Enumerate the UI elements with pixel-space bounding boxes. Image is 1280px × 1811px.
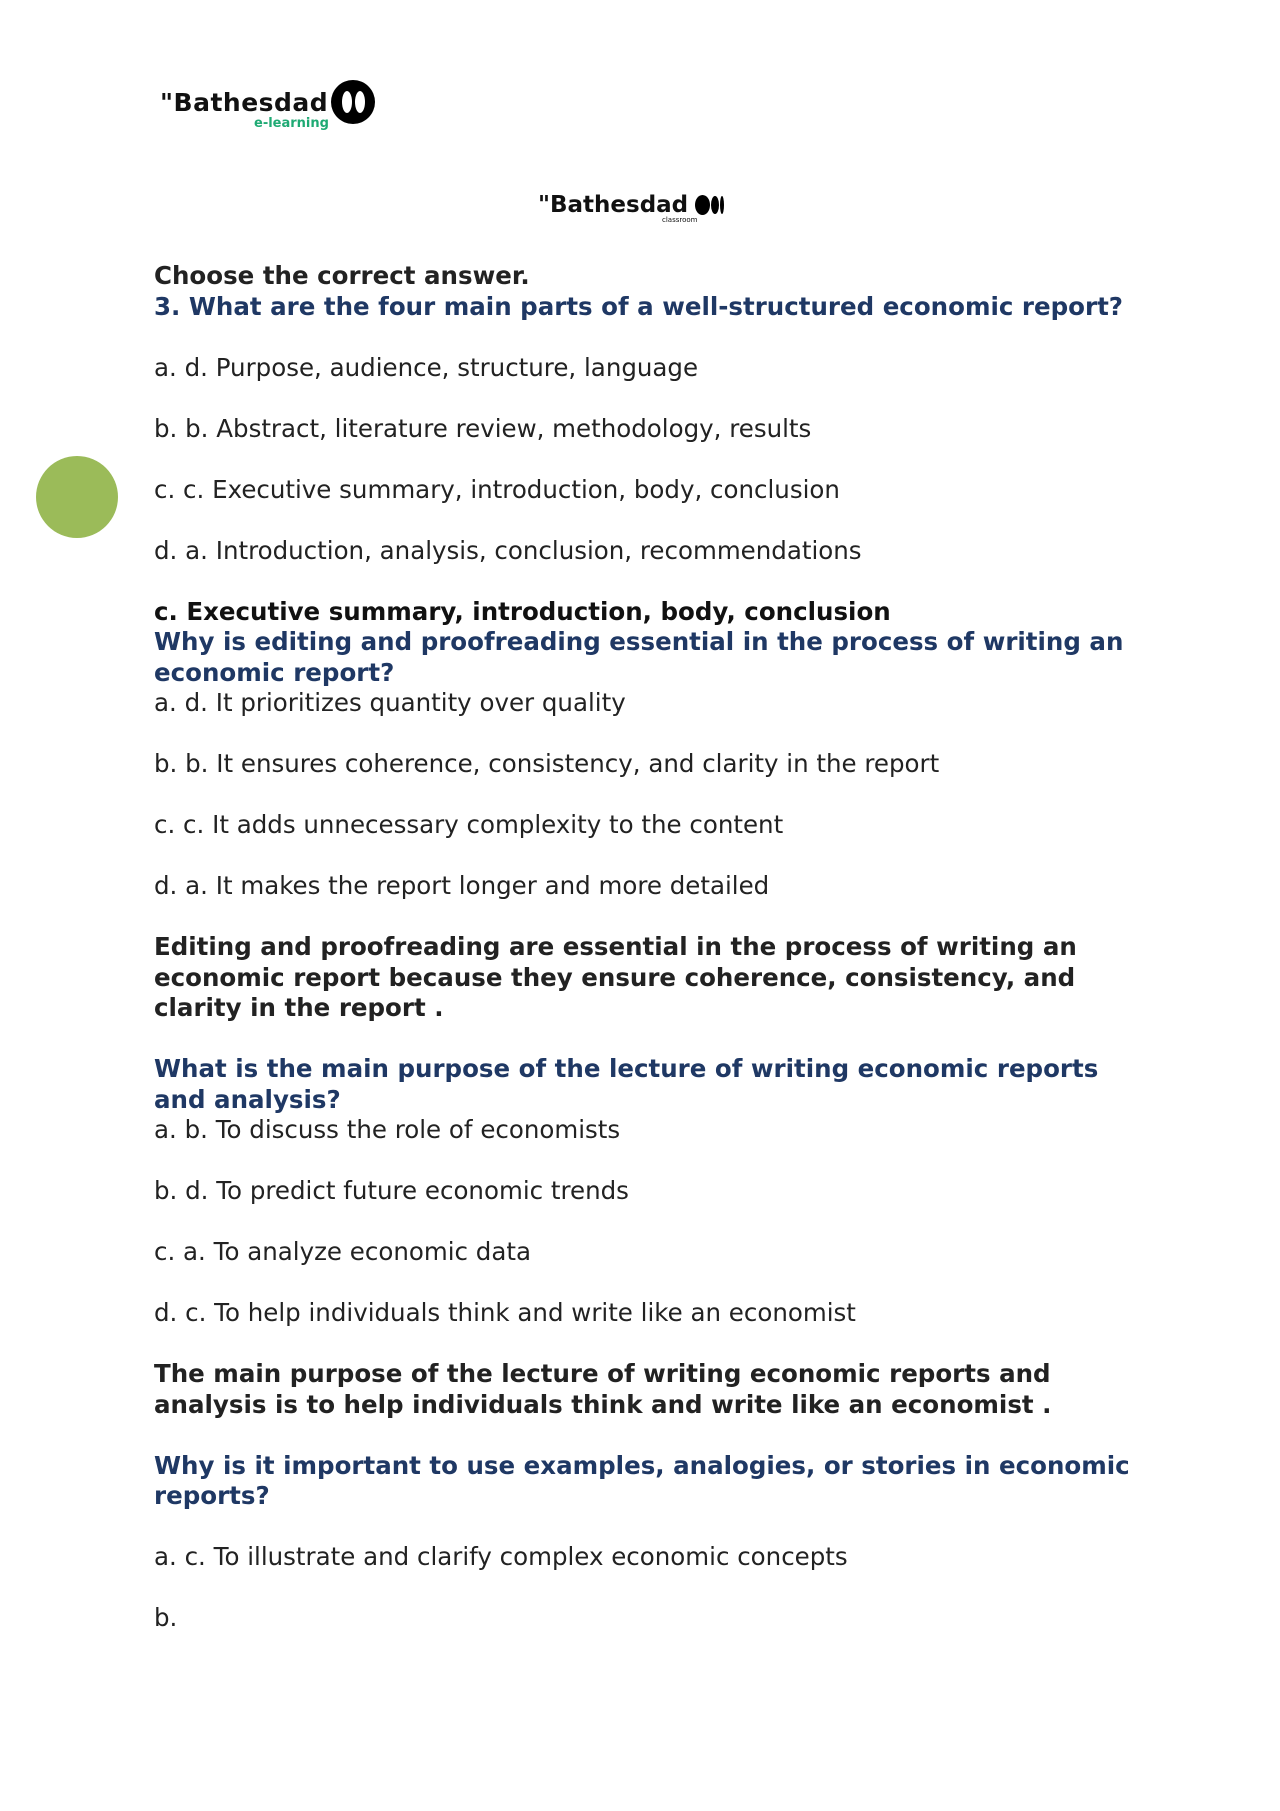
q3-answer: The main purpose of the lecture of writing economic reports and analysis is to help individuals think and write like an economist . (154, 1359, 1052, 1419)
q2-option-d[interactable]: d. a. It makes the report longer and more detailed (154, 871, 770, 900)
q4-option-b[interactable]: b. (154, 1603, 178, 1632)
q1-answer: c. Executive summary, introduction, body, conclusion (154, 596, 891, 626)
q2-option-b[interactable]: b. b. It ensures coherence, consistency, and clarity in the report (154, 749, 940, 778)
classroom-wordmark: "Bathesdad (538, 192, 689, 218)
classroom-dots-icon (695, 195, 724, 216)
q1-option-d[interactable]: d. a. Introduction, analysis, conclusion, recommendations (154, 535, 862, 565)
q2-option-c[interactable]: c. c. It adds unnecessary complexity to the content (154, 810, 784, 839)
classroom-subtitle: classroom (662, 216, 698, 224)
question-4: Why is it important to use examples, analogies, or stories in economic reports? (154, 1450, 1130, 1510)
brand-subtitle: e-learning (254, 116, 329, 131)
decorative-circle (36, 456, 118, 538)
q2-answer: Editing and proofreading are essential in the process of writing an economic report because they ensure coherence, consistency, and clarity in the report . (154, 932, 1077, 1022)
q3-option-b[interactable]: b. d. To predict future economic trends (154, 1176, 629, 1205)
question-1: 3. What are the four main parts of a well-structured economic report? (154, 291, 1123, 321)
question-3: What is the main purpose of the lecture of writing economic reports and analysis? (154, 1054, 1099, 1114)
brand-badge-icon (331, 80, 375, 124)
question-2: Why is editing and proofreading essential in the process of writing an economic report? (154, 627, 1124, 687)
instruction: Choose the correct answer. (154, 261, 530, 290)
quiz-content (154, 261, 1154, 1664)
q1-option-b[interactable]: b. b. Abstract, literature review, methodology, results (154, 413, 812, 443)
q1-option-a[interactable]: a. d. Purpose, audience, structure, language (154, 352, 699, 382)
q3-option-d[interactable]: d. c. To help individuals think and write like an economist (154, 1298, 856, 1327)
q3-option-a[interactable]: a. b. To discuss the role of economists (154, 1115, 621, 1144)
q3-option-c[interactable]: c. a. To analyze economic data (154, 1237, 531, 1266)
q2-option-a[interactable]: a. d. It prioritizes quantity over quality (154, 688, 626, 717)
brand-logo (160, 80, 375, 131)
classroom-logo (538, 192, 724, 224)
q1-option-c[interactable]: c. c. Executive summary, introduction, body, conclusion (154, 474, 840, 504)
q4-option-a[interactable]: a. c. To illustrate and clarify complex economic concepts (154, 1542, 848, 1571)
brand-wordmark: "Bathesdad (160, 87, 329, 117)
